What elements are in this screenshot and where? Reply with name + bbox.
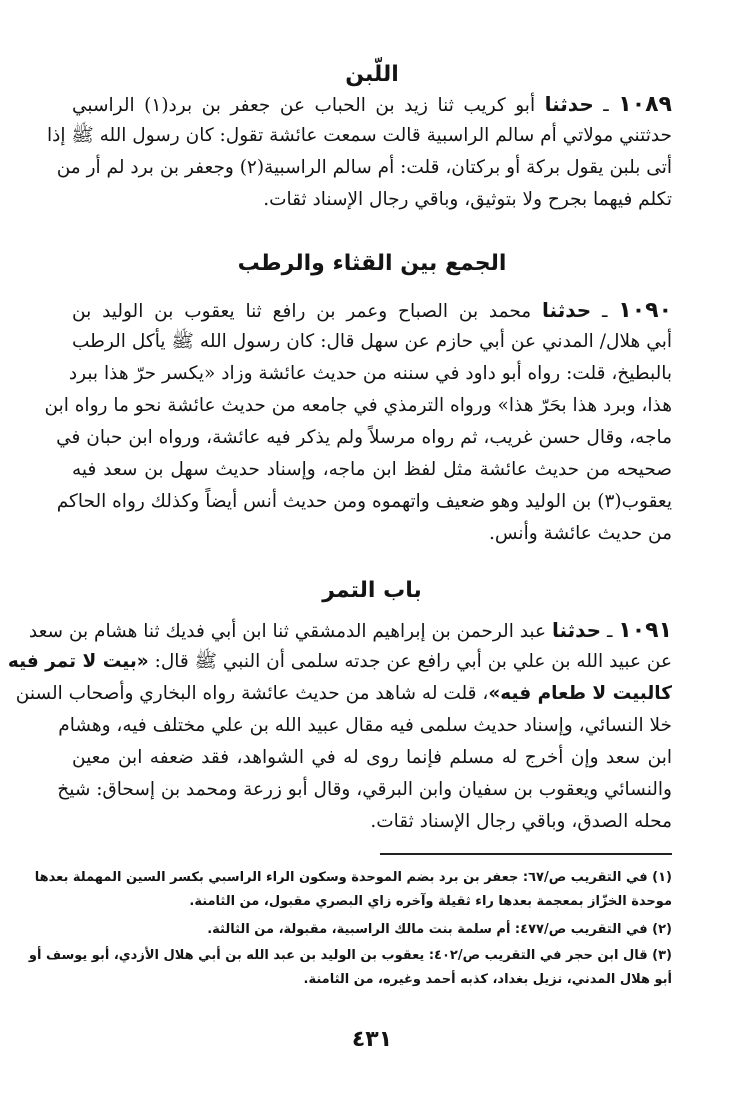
- footnote-separator: [380, 853, 672, 855]
- entry-line: تكلم فيهما بجرح ولا بتوثيق، وباقي رجال الإسناد ثقات.: [263, 189, 672, 210]
- footnote-1-cont: موحدة الخزّاز بمعجمة بعدها راء ثقيلة وآخره زاي البصري مقبول، من الثامنة.: [189, 894, 672, 909]
- hadith-quote: كالبيت لا طعام فيه»: [488, 683, 672, 704]
- entry-text: ، قلت له شاهد من حديث عائشة رواه البخاري وأصحاب السنن: [15, 683, 489, 704]
- footnote-3: (٣) قال ابن حجر في التقريب ص/٤٠٢: يعقوب بن الوليد بن عبد الله بن أبي هلال الأزدي، أبو يوسف أو: [28, 948, 672, 963]
- section-heading-milk: اللّبن: [345, 62, 399, 87]
- entry-line: ماجه، وقال حسن غريب، ثم رواه مرسلاً ولم يذكر فيه عائشة، ورواه ابن حبان في: [56, 427, 672, 448]
- hadith-number: ١٠٩١: [618, 618, 672, 643]
- entry-line: محله الصدق، وباقي رجال الإسناد ثقات.: [370, 811, 672, 832]
- footnote-2: (٢) في التقريب ص/٤٧٧: أم سلمة بنت مالك الراسبية، مقبولة، من الثالثة.: [207, 922, 672, 937]
- hadith-lead-word: حدثنا: [544, 92, 594, 116]
- entry-line: حدثتني مولاتي أم سالم الراسبية قالت سمعت عائشة تقول: كان رسول الله ﷺ إذا: [46, 125, 672, 146]
- entry-line: بالبطيخ، قلت: رواه أبو داود في سننه من حديث عائشة وزاد «يكسر حرّ هذا ببرد: [68, 363, 672, 384]
- entry-line: أبي هلال/ المدني عن أبي حازم عن سهل قال: كان رسول الله ﷺ يأكل الرطب: [72, 331, 672, 352]
- entry-line: ١٠٨٩ ـ حدثنا أبو كريب ثنا زيد بن الحباب عن جعفر بن برد(١) الراسبي: [72, 92, 672, 117]
- entry-line: من حديث عائشة وأنس.: [488, 523, 672, 544]
- entry-line: ابن سعد وإن أخرج له مسلم فإنما روى له في الشواهد، فقد ضعفه ابن معين: [72, 747, 672, 768]
- hadith-number: ١٠٨٩: [618, 92, 672, 117]
- hadith-lead-word: حدثنا: [542, 298, 592, 322]
- entry-text: محمد بن الصباح وعمر بن رافع ثنا يعقوب بن الوليد بن: [72, 301, 532, 322]
- section-heading-dates: باب التمر: [322, 578, 422, 603]
- entry-line: صحيحه من حديث عائشة مثل لفظ ابن ماجه، وإسناد حديث سهل بن سعد فيه: [72, 459, 672, 480]
- entry-text: عبد الرحمن بن إبراهيم الدمشقي ثنا ابن أبي فديك ثنا هشام بن سعد: [28, 621, 547, 642]
- entry-line: هذا، وبرد هذا بحَرّ هذا» ورواه الترمذي في جامعه من حديث عائشة نحو ما رواه ابن: [44, 395, 672, 416]
- page-number: ٤٣١: [351, 1027, 393, 1052]
- section-heading-cucumber-dates: الجمع بين القثاء والرطب: [237, 251, 507, 276]
- entry-text: أبو كريب ثنا زيد بن الحباب عن جعفر بن برد(١) الراسبي: [72, 95, 536, 116]
- hadith-quote: «بيت لا تمر فيه: [7, 651, 149, 672]
- footnote-1: (١) في التقريب ص/٦٧: جعفر بن برد بضم الموحدة وسكون الراء الراسبي بكسر السين المهملة بعدها: [34, 870, 672, 885]
- entry-line: أتى بلبن يقول بركة أو بركتان، قلت: أم سالم الراسبية(٢) وجعفر بن برد لم أر من: [56, 157, 672, 178]
- hadith-number: ١٠٩٠: [618, 298, 672, 323]
- entry-text: عن عبيد الله بن علي بن أبي رافع عن جدته سلمى أن النبي ﷺ قال:: [154, 651, 672, 672]
- entry-line: والنسائي ويعقوب بن سفيان وابن البرقي، وقال أبو زرعة ومحمد بن إسحاق: شيخ: [57, 779, 672, 800]
- hadith-lead-word: حدثنا: [551, 618, 602, 642]
- entry-line: [15, 678, 672, 710]
- entry-line: [7, 646, 672, 678]
- footnote-3-cont: أبو هلال المدني، نزيل بغداد، كذبه أحمد وغيره، من الثامنة.: [303, 972, 672, 987]
- entry-line: خلا النسائي، وإسناد حديث سلمى فيه مقال عبيد الله بن علي مختلف فيه، وهشام: [58, 715, 672, 736]
- entry-line: ١٠٩٠ ـ حدثنا محمد بن الصباح وعمر بن رافع ثنا يعقوب بن الوليد بن: [72, 298, 672, 323]
- entry-line: يعقوب(٣) بن الوليد وهو ضعيف واتهموه ومن حديث أنس أيضاً وكذلك رواه الحاكم: [56, 491, 672, 512]
- entry-line: ١٠٩١ ـ حدثنا عبد الرحمن بن إبراهيم الدمشقي ثنا ابن أبي فديك ثنا هشام بن سعد: [28, 618, 672, 643]
